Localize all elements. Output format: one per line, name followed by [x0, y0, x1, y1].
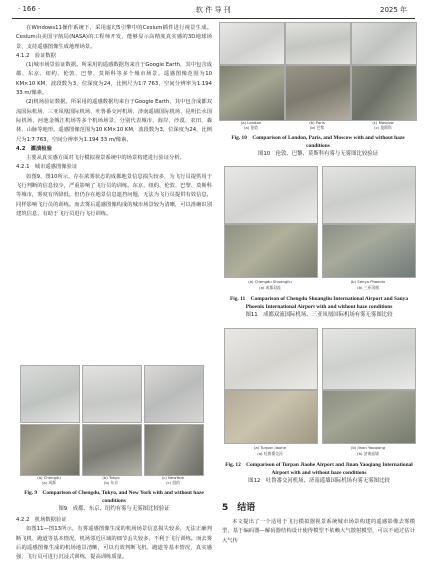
- caption-zh: 图9 成都、东京、纽约有雾与无雾图比较验证: [58, 506, 170, 512]
- page-header: [0, 0, 427, 20]
- left-column-top: [16, 24, 212, 219]
- subfigure-label: (a) 吐鲁番交河: [257, 451, 283, 456]
- figure-image: [20, 424, 80, 476]
- subfigure-label: (b) Sanya Phoenix: [350, 279, 386, 284]
- journal-name: 软 件 导 刊: [196, 6, 231, 14]
- figure-caption: [222, 295, 416, 319]
- figure-image: [82, 424, 142, 476]
- page-number: · 166 ·: [18, 5, 41, 13]
- subfigure-label: (c) 莫斯科: [374, 125, 392, 130]
- paragraph: 在Windows11操作系统下，采用虚幻5引擎中的Cesium插件进行视景生成。Cesium由美国宇航局(NASA)的工程师开发，能够显示高精度真实感的3D地球场景，支持遥感图像生成地理场景。: [16, 25, 212, 50]
- figure-image: [322, 166, 416, 224]
- figure-image: [20, 365, 80, 423]
- section-title: 5 结语: [222, 503, 256, 513]
- paragraph: 如图11—图13所示，有雾遥感图像生成的机场场景信息损失较多，无法正确判断飞机、跑道等基本情况，机场邻近区域的细节丢失较多，不利于飞行训练。而去雾后的遥感图像生成的机场地景清晰，可以有效判断飞机、跑道等基本情况，真实感强，飞行员可进行沉浸式训练，提高训练质量。: [16, 526, 212, 561]
- caption-en: Fig. 10 Comparison of London, Paris, and Moscow with and without haze conditions: [231, 135, 405, 149]
- subfigure-label: (a) 伦敦: [243, 125, 259, 130]
- subfigure-label: (a) Chengdu Shuangliu: [248, 279, 292, 284]
- figure-caption: [222, 134, 414, 158]
- paragraph: 主要从真实感方面对飞行模拟视景系统中的场景构建进行验证分析。: [26, 155, 185, 162]
- subfigure-label: (a) Turpan Jiaohe: [253, 445, 287, 450]
- caption-zh: 图11 成都双流国际机场、三亚凤凰国际机场有雾无雾图比较: [245, 312, 393, 318]
- figure-caption: [18, 489, 210, 513]
- figure-image: [351, 22, 417, 65]
- subfigure-label: (b) 三亚凤凰: [357, 285, 379, 290]
- section-heading: 4.2.2 机场数据验证: [16, 517, 67, 523]
- subfigure-label: (b) 巴黎: [309, 125, 325, 130]
- paragraph: (2)机场验证数据。所采用的遥感数据均来自于Google Earth，其中包含成都双流国际机场、三亚凤凰国际机场、吐鲁番交河机场、济南遥墙国际机场、昆明长水国际机场、河池金城江机场等多个机场场景，分别代表城市、海岸、沙漠、农田、森林、山脉等地形。遥感图像范围为10 KM×10 KM，波段数为3，位深度为24，比例尺为1∶7 763，空间分辨率为1.194 33 m/像素。: [16, 99, 212, 143]
- paragraph: 本文提出了一个适用于飞行模拟器视景系统城市场景构建的遥感影像去雾模型，基于编码器—解码器结构设计使得模型不依赖大气散射模型，可以不通过估计大气传: [222, 519, 415, 544]
- subfigure-label: (b) Paris: [309, 120, 325, 125]
- figure-image: [219, 65, 285, 121]
- figure-image: [144, 365, 204, 423]
- figure-image: [285, 65, 351, 121]
- figure-image: [285, 22, 351, 65]
- left-column-bottom: [16, 516, 212, 562]
- subfigure-label: (b) Jinan Yaoqiang: [350, 445, 386, 450]
- subfigure-label: (c) NewYork: [161, 475, 185, 480]
- subfigure-label: (a) 成都: [41, 480, 57, 485]
- issue-year: 2025 年: [380, 6, 408, 14]
- section-heading: 4.2 灌渍检验: [16, 145, 52, 152]
- conclusion-text: [222, 518, 415, 546]
- subfigure-label: (a) 成都双流: [259, 285, 281, 290]
- paragraph: (1)城市场景验证数据。所采用的遥感数据均来自于Google Earth，其中包含成都、东京、纽约、伦敦、巴黎、莫斯科等多个城市场景。遥感图像范围为10 KM×10 KM，波段数为3，位深度为24，比例尺为1∶7 763，空间分辨率为1.194 33 m/像素。: [16, 62, 212, 97]
- figure-image: [322, 328, 416, 390]
- subfigure-label: (c) Moscow: [372, 120, 394, 125]
- caption-en: Fig. 9 Comparison of Chengdu, Tokyo, and New York with and without haze conditions: [24, 490, 204, 504]
- caption-en: Fig. 11 Comparison of Chengdu Shuangliu International Airport and Sanya Phoenix International Airport with and without haze conditions: [229, 296, 409, 310]
- header-rule: [12, 18, 415, 19]
- subfigure-label: (b) Tokyo: [102, 475, 120, 480]
- figure-image: [322, 390, 416, 444]
- figure-image: [224, 390, 318, 444]
- figure-image: [224, 166, 318, 224]
- figure-image: [351, 65, 417, 121]
- figure-image: [224, 328, 318, 390]
- subfigure-label: (c) 纽约: [166, 480, 180, 485]
- section-heading: 4.2.1 城市遥感图像验证: [16, 164, 78, 171]
- subfigure-label: (b) 东京: [103, 480, 119, 485]
- section-heading: 4.1.2 验证数据: [16, 52, 56, 59]
- figure-image: [322, 224, 416, 278]
- paragraph: 如图9、图10所示，存在浓雾状态的成都地景信息损失较多，为飞行员提供用于飞行判断的信息较少，严重影响了飞行员的训练。东京、纽约、伦敦、巴黎、莫斯科等城市，雾度有所降低，但仍存在地景信息遮挡问题，无法为飞行员提供有效信息，同样影响飞行员的训练。而去雾后遥感图像构成的城市场景较为清晰，可以准确识别建筑信息，有助于飞行员进行飞行训练。: [16, 173, 212, 217]
- figure-image: [82, 365, 142, 423]
- figure-caption: [222, 461, 416, 485]
- caption-zh: 图12 吐鲁番交河机场、济南遥墙国际机场有雾无雾图比较: [248, 478, 390, 484]
- caption-zh: 图10 伦敦、巴黎、莫斯科有雾与无雾图比较验证: [257, 151, 379, 157]
- caption-en: Fig. 12 Comparison of Turpan Jiaohe Airport and Jinan Yaoqiang International Airport with and without haze conditions: [225, 462, 413, 476]
- subfigure-label: (b) 济南遥墙: [357, 451, 379, 456]
- figure-image: [219, 22, 285, 65]
- figure-image: [144, 424, 204, 476]
- subfigure-label: (a) Chengdu: [37, 475, 61, 480]
- figure-image: [224, 224, 318, 278]
- subfigure-label: (a) London: [240, 120, 262, 125]
